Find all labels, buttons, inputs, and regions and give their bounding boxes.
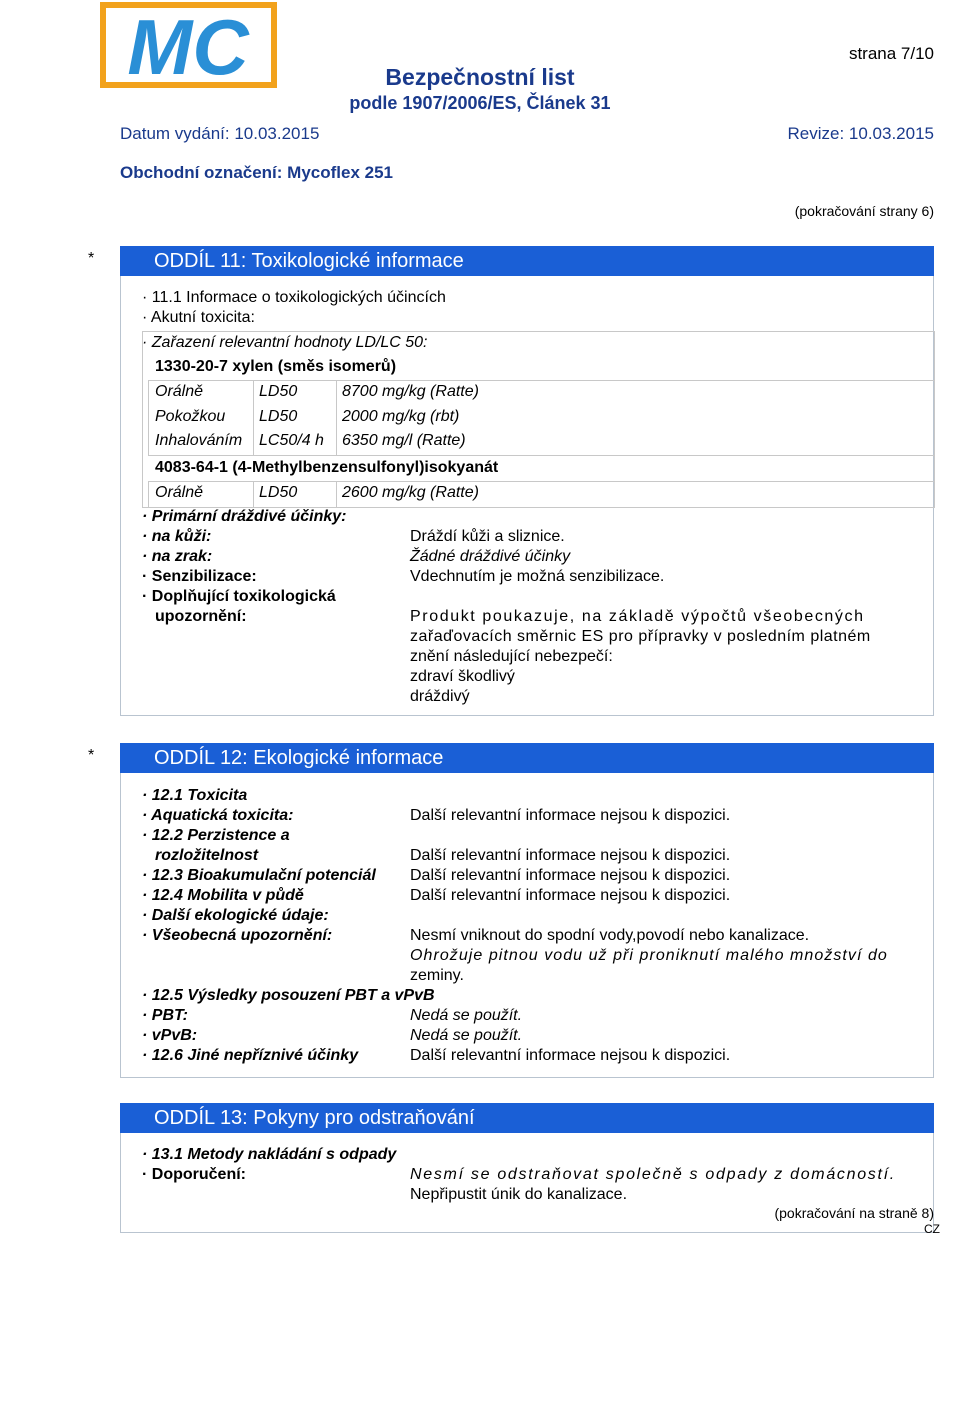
table-cell: LD50 bbox=[259, 408, 298, 425]
continued-from: (pokračování strany 6) bbox=[794, 203, 934, 219]
recommendation-value-1: Nesmí se odstraňovat společně s odpady z domácností. bbox=[410, 1166, 896, 1183]
change-marker: * bbox=[88, 747, 95, 764]
table-cell: 8700 mg/kg (Ratte) bbox=[342, 383, 479, 400]
s11-acute-toxicity: · Akutní toxicita: bbox=[142, 309, 255, 326]
additional-tox-value-3: znění následující nebezpečí: bbox=[410, 648, 613, 665]
other-effects-value: Další relevantní informace nejsou k dispozici. bbox=[410, 1047, 731, 1064]
recommendation-value-2: Nepřipustit únik do kanalizace. bbox=[410, 1186, 628, 1203]
aquatic-label: · Aquatická toxicita: bbox=[142, 807, 294, 824]
bioaccumulation-label: · 12.3 Bioakumulační potenciál bbox=[142, 867, 376, 884]
additional-tox-value-5: dráždivý bbox=[410, 688, 470, 705]
substance-xylene: 1330-20-7 xylen (směs isomerů) bbox=[155, 358, 397, 375]
pbt-heading: · 12.5 Výsledky posouzení PBT a vPvB bbox=[142, 987, 435, 1004]
section-13-title: ODDÍL 13: Pokyny pro odstraňování bbox=[120, 1103, 934, 1133]
general-notes-value-3: zeminy. bbox=[410, 967, 464, 984]
table-cell: LD50 bbox=[259, 484, 298, 501]
persistence-label-2: rozložitelnost bbox=[155, 847, 259, 864]
table-cell: LD50 bbox=[259, 383, 298, 400]
continued-to: (pokračování na straně 8) bbox=[774, 1205, 934, 1221]
eye-value: Žádné dráždivé účinky bbox=[410, 548, 571, 565]
change-marker: * bbox=[88, 250, 95, 267]
ld-table-heading: · Zařazení relevantní hodnoty LD/LC 50: bbox=[142, 334, 428, 351]
table-cell: 2600 mg/kg (Ratte) bbox=[342, 484, 479, 501]
sensitization-label: · Senzibilizace: bbox=[142, 568, 257, 585]
aquatic-value: Další relevantní informace nejsou k dispozici. bbox=[410, 807, 731, 824]
persistence-value: Další relevantní informace nejsou k dispozici. bbox=[410, 847, 731, 864]
table-cell: 2000 mg/kg (rbt) bbox=[342, 408, 460, 425]
table-cell: 6350 mg/l (Ratte) bbox=[342, 432, 466, 449]
additional-tox-label: · Doplňující toxikologická bbox=[142, 588, 336, 605]
sensitization-value: Vdechnutím je možná senzibilizace. bbox=[410, 568, 665, 585]
logo-text: MC bbox=[127, 3, 249, 88]
section-11-title: ODDÍL 11: Toxikologické informace bbox=[120, 246, 934, 276]
additional-tox-value-2: zařaďovacích směrnic ES pro přípravky v posledním platném bbox=[410, 628, 871, 645]
table-cell: Orálně bbox=[155, 484, 204, 501]
vpvb-value: Nedá se použít. bbox=[410, 1027, 523, 1044]
substance-isocyanate: 4083-64-1 (4-Methylbenzensulfonyl)isokyanát bbox=[155, 459, 499, 476]
section-12-title: ODDÍL 12: Ekologické informace bbox=[120, 743, 934, 773]
other-eco-heading: · Další ekologické údaje: bbox=[142, 907, 329, 924]
additional-tox-label-2: upozornění: bbox=[155, 608, 247, 625]
recommendation-label: · Doporučení: bbox=[142, 1166, 246, 1183]
document-title: Bezpečnostní list bbox=[385, 64, 575, 90]
pbt-label: · PBT: bbox=[142, 1007, 188, 1024]
page-number: strana 7/10 bbox=[848, 44, 934, 63]
primary-irritant-heading: · Primární dráždivé účinky: bbox=[142, 508, 347, 525]
waste-methods-heading: · 13.1 Metody nakládání s odpady bbox=[142, 1146, 397, 1163]
trade-name: Obchodní označení: Mycoflex 251 bbox=[120, 163, 394, 182]
s12-toxicity: · 12.1 Toxicita bbox=[142, 787, 248, 804]
bioaccumulation-value: Další relevantní informace nejsou k dispozici. bbox=[410, 867, 731, 884]
vpvb-label: · vPvB: bbox=[142, 1027, 198, 1044]
table-cell: Pokožkou bbox=[155, 408, 226, 425]
mobility-value: Další relevantní informace nejsou k dispozici. bbox=[410, 887, 731, 904]
general-notes-label: · Všeobecná upozornění: bbox=[142, 927, 333, 944]
additional-tox-value-4: zdraví škodlivý bbox=[410, 668, 515, 685]
table-cell: Orálně bbox=[155, 383, 204, 400]
table-cell: LC50/4 h bbox=[259, 432, 324, 449]
persistence-label: · 12.2 Perzistence a bbox=[142, 827, 290, 844]
skin-label: · na kůži: bbox=[142, 528, 212, 545]
s11-info-heading: · 11.1 Informace o toxikologických účincích bbox=[142, 289, 446, 306]
language-code: CZ bbox=[924, 1222, 940, 1236]
general-notes-value-1: Nesmí vniknout do spodní vody,povodí nebo kanalizace. bbox=[410, 927, 810, 944]
pbt-value: Nedá se použít. bbox=[410, 1007, 523, 1024]
general-notes-value-2: Ohrožuje pitnou vodu už při proniknutí malého množství do bbox=[410, 947, 888, 964]
additional-tox-value-1: Produkt poukazuje, na základě výpočtů všeobecných bbox=[410, 608, 865, 625]
other-effects-label: · 12.6 Jiné nepříznivé účinky bbox=[142, 1047, 359, 1064]
eye-label: · na zrak: bbox=[142, 548, 213, 565]
issue-date: Datum vydání: 10.03.2015 bbox=[120, 124, 320, 143]
document-subtitle: podle 1907/2006/ES, Článek 31 bbox=[349, 93, 611, 113]
mobility-label: · 12.4 Mobilita v půdě bbox=[142, 887, 304, 904]
skin-value: Dráždí kůži a sliznice. bbox=[410, 528, 565, 545]
revision-date: Revize: 10.03.2015 bbox=[787, 124, 934, 143]
table-cell: Inhalováním bbox=[155, 432, 243, 449]
